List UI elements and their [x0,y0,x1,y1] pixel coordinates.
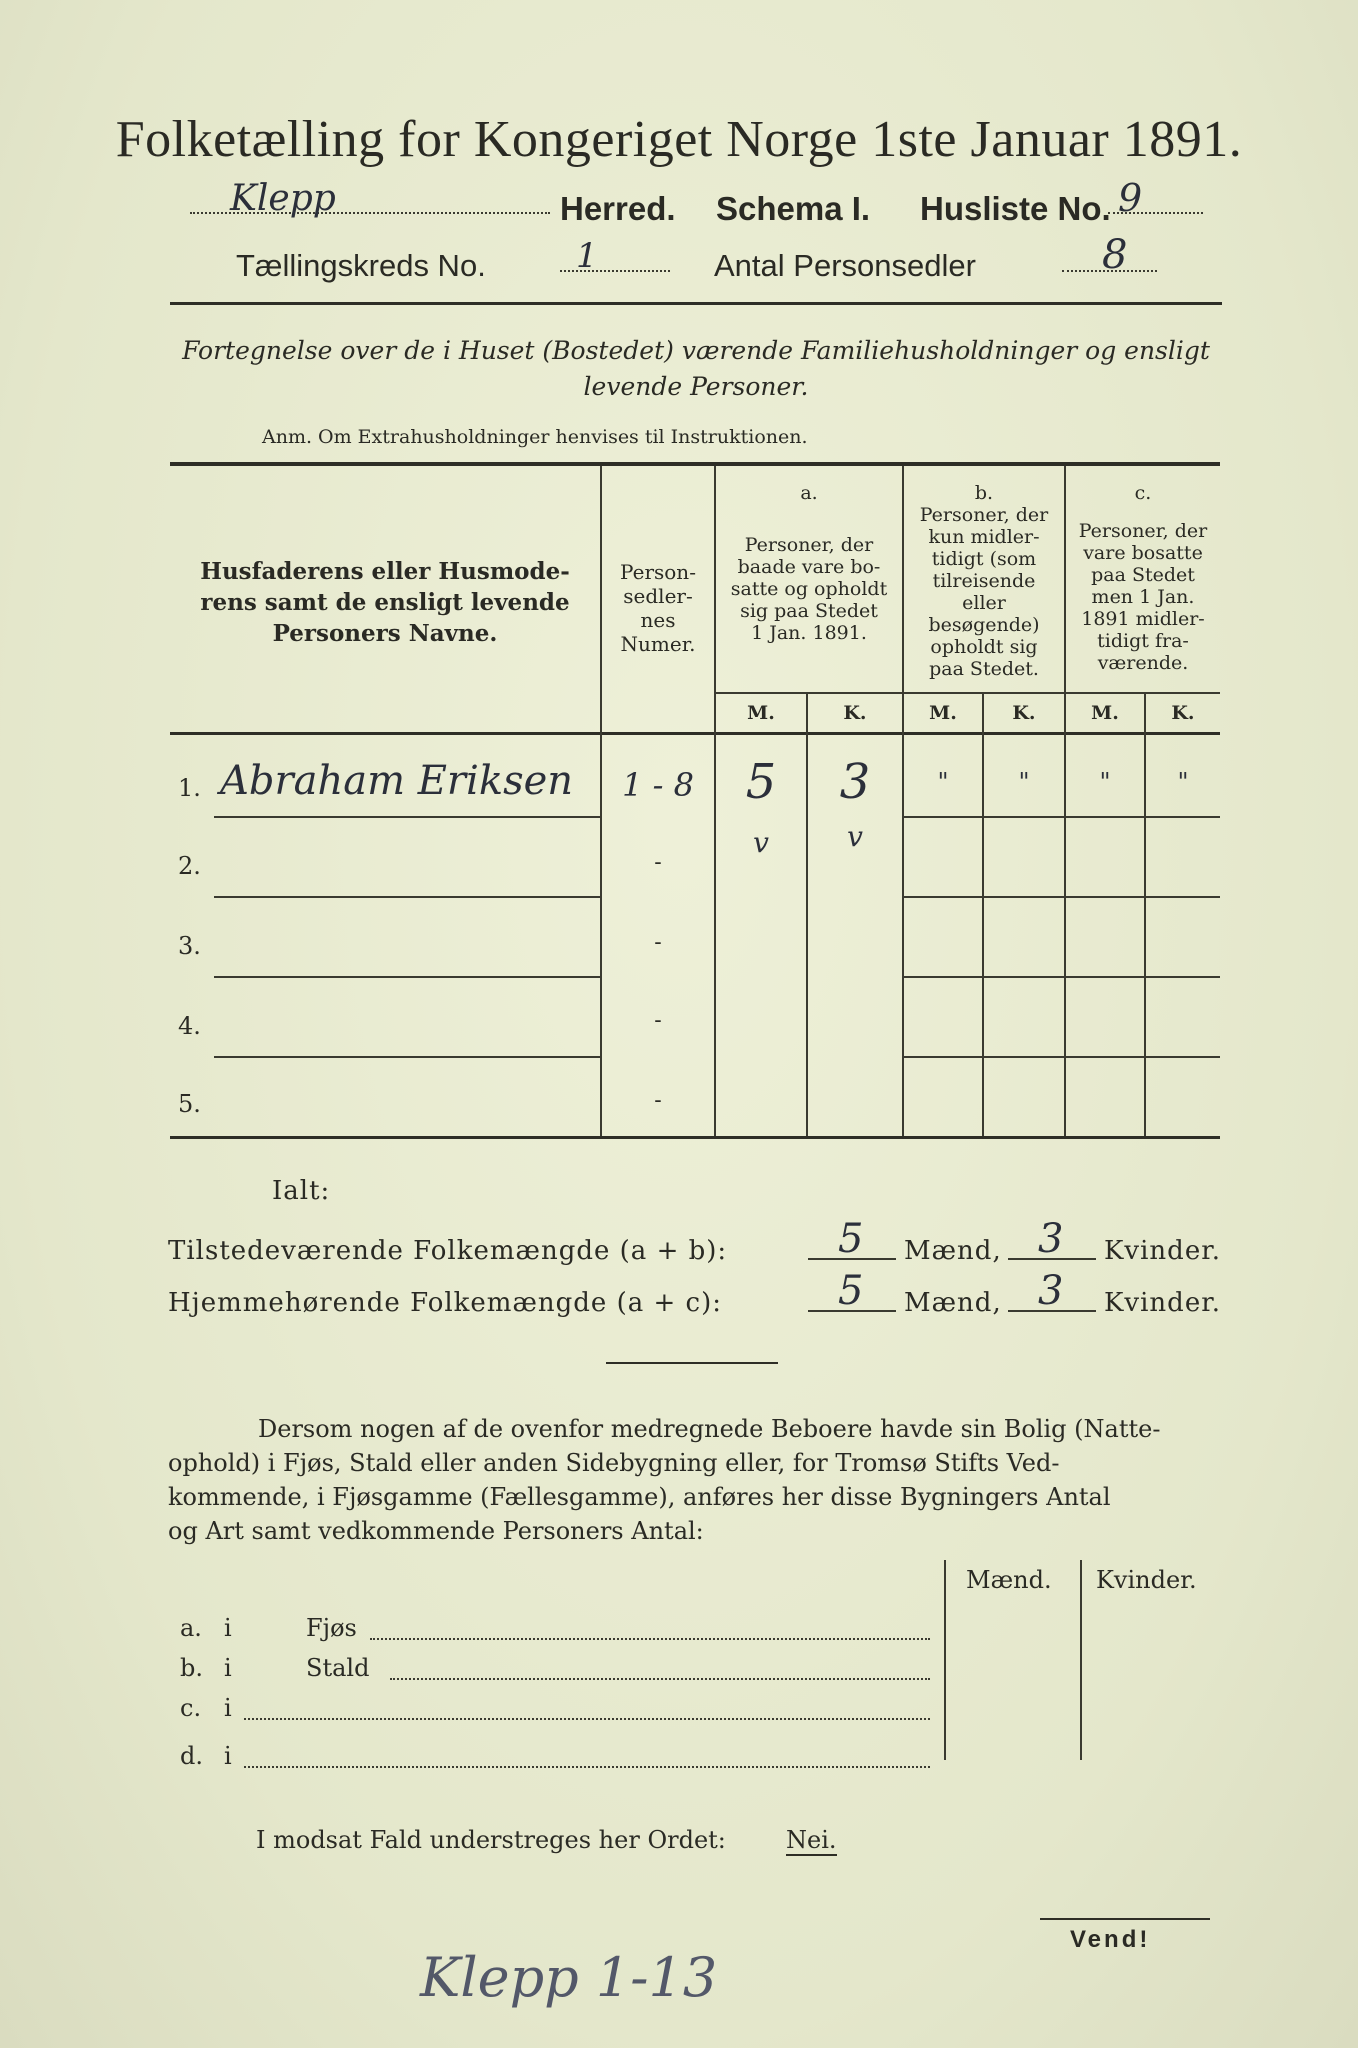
building-i: i [224,1742,232,1770]
row-number: 4. [178,1012,201,1040]
building-label: Fjøs [306,1614,357,1642]
vend-rule [1040,1918,1210,1920]
a-k-label: K. [843,702,867,724]
kreds-value: 1 [576,236,598,276]
personsedler-value: 8 [1102,232,1128,278]
a-m-label: M. [747,702,775,724]
building-letter: c. [180,1694,202,1722]
husliste-value: 9 [1118,176,1143,220]
table-body [170,740,1220,1136]
col-names-header: Husfaderens eller Husmode- rens samt de ensligt levende Personers Navne. [200,558,570,647]
anm-note: Anm. Om Extrahusholdninger henvises til Instruktionen. [262,426,808,448]
table-header-rule [170,732,1220,735]
intro-line-2: levende Personer. [583,372,809,401]
tilstede-label: Tilstedeværende Folkemængde (a + b): [168,1236,728,1266]
husliste-label: Husliste No. [920,190,1111,227]
building-letter: b. [180,1654,203,1682]
row-a-k: v [847,820,863,853]
hjemme-k-field [1008,1268,1096,1314]
col-a-letter: a. [800,482,818,504]
row-numer: - [654,1088,662,1113]
tilstede-maend: Mænd, [904,1236,1002,1266]
building-leader [244,1718,930,1720]
tilstede-m-field [808,1216,896,1262]
husliste-field [1108,176,1208,220]
herred-label: Herred. [560,190,676,227]
col-numer-header: Person- sedler- nes Numer. [620,560,696,656]
building-leader [370,1638,930,1640]
row-a-m: v [753,826,769,859]
hjemme-maend: Mænd, [904,1288,1002,1318]
buildings-paragraph: Dersom nogen af de ovenfor medregnede Beboere havde sin Bolig (Natte- ophold) i Fjøs, Stald eller anden Sidebygning eller, for Tromsø Stifts Ved- kommende, i Fjøsgamme (Fællesgamme), anføres her disse Bygningers Antal og Art samt vedkommende Personers Antal: [168,1415,1161,1545]
row-c-k: " [1177,768,1189,796]
hjemme-k-value: 3 [1038,1268,1064,1314]
row-numer: 1 - 8 [622,766,694,804]
hjemme-label: Hjemmehørende Folkemængde (a + c): [168,1288,722,1318]
table-top-rule [170,462,1220,466]
hjemme-kvinder: Kvinder. [1104,1288,1222,1318]
intro-line-1: Fortegnelse over de i Huset (Bostedet) værende Familiehusholdninger og ensligt [182,336,1210,365]
c-k-label: K. [1171,702,1195,724]
b-k-label: K. [1012,702,1036,724]
row-numer: - [654,850,662,875]
modsat-text: I modsat Fald understreges her Ordet: [256,1826,726,1854]
form-title: Folketælling for Kongeriget Norge 1ste Januar 1891. [115,111,1243,168]
tilstede-k-value: 3 [1038,1216,1064,1262]
col-c-header: Personer, der vare bosatte paa Stedet men 1 Jan. 1891 midler- tidigt fra- værende. [1078,520,1208,674]
ialt-label: Ialt: [272,1176,331,1206]
buildings-col-line-2 [1080,1560,1082,1760]
tilstede-m-value: 5 [838,1216,864,1262]
col-b-letter: b. [974,482,994,504]
kreds-label: Tællingskreds No. [236,248,486,283]
building-i: i [224,1654,232,1682]
row-number: 2. [178,852,201,880]
row-numer: - [654,1008,662,1033]
handwritten-note: Klepp 1-13 [420,1946,718,2009]
row-number: 1. [178,774,201,802]
row-c-m: " [1099,768,1111,796]
buildings-kvinder-header: Kvinder. [1096,1566,1197,1594]
row-a-m: 5 [745,754,777,810]
nei-word: Nei. [786,1826,837,1854]
personsedler-label: Antal Personsedler [714,248,976,283]
schema-label: Schema I. [716,190,871,227]
tilstede-kvinder: Kvinder. [1104,1236,1222,1266]
vend-label: Vend! [1070,1926,1151,1953]
buildings-col-line-1 [944,1560,946,1760]
building-i: i [224,1694,232,1722]
row-a-k: 3 [839,754,871,810]
col-b-header: Personer, der kun midler- tidigt (som tilreisende eller besøgende) opholdt sig paa Stedet. [919,504,1049,680]
table-bottom-rule [170,1136,1220,1139]
kreds-field [560,236,670,276]
mk-header-rule [714,692,1220,694]
building-leader [244,1766,930,1768]
building-label: Stald [306,1654,370,1682]
building-letter: a. [180,1614,202,1642]
b-m-label: M. [929,702,957,724]
row-name: Abraham Eriksen [220,758,574,804]
row-number: 5. [178,1090,201,1118]
hjemme-m-field [808,1268,896,1314]
hjemme-m-value: 5 [838,1268,864,1314]
building-letter: d. [180,1742,203,1770]
herred-field [190,178,550,219]
building-i: i [224,1614,232,1642]
buildings-maend-header: Mænd. [966,1566,1052,1594]
row-numer: - [654,930,662,955]
herred-value: Klepp [230,178,336,219]
col-a-header: Personer, der baade vare bo- satte og opholdt sig paa Stedet 1 Jan. 1891. [730,534,888,644]
section-divider [606,1362,778,1364]
row-number: 3. [178,932,201,960]
header-rule [170,302,1222,305]
col-c-letter: c. [1134,482,1152,504]
building-leader [390,1678,930,1680]
row-b-k: " [1018,768,1030,796]
personsedler-field [1062,232,1162,278]
row-b-m: " [937,768,949,796]
c-m-label: M. [1091,702,1119,724]
tilstede-k-field [1008,1216,1096,1262]
